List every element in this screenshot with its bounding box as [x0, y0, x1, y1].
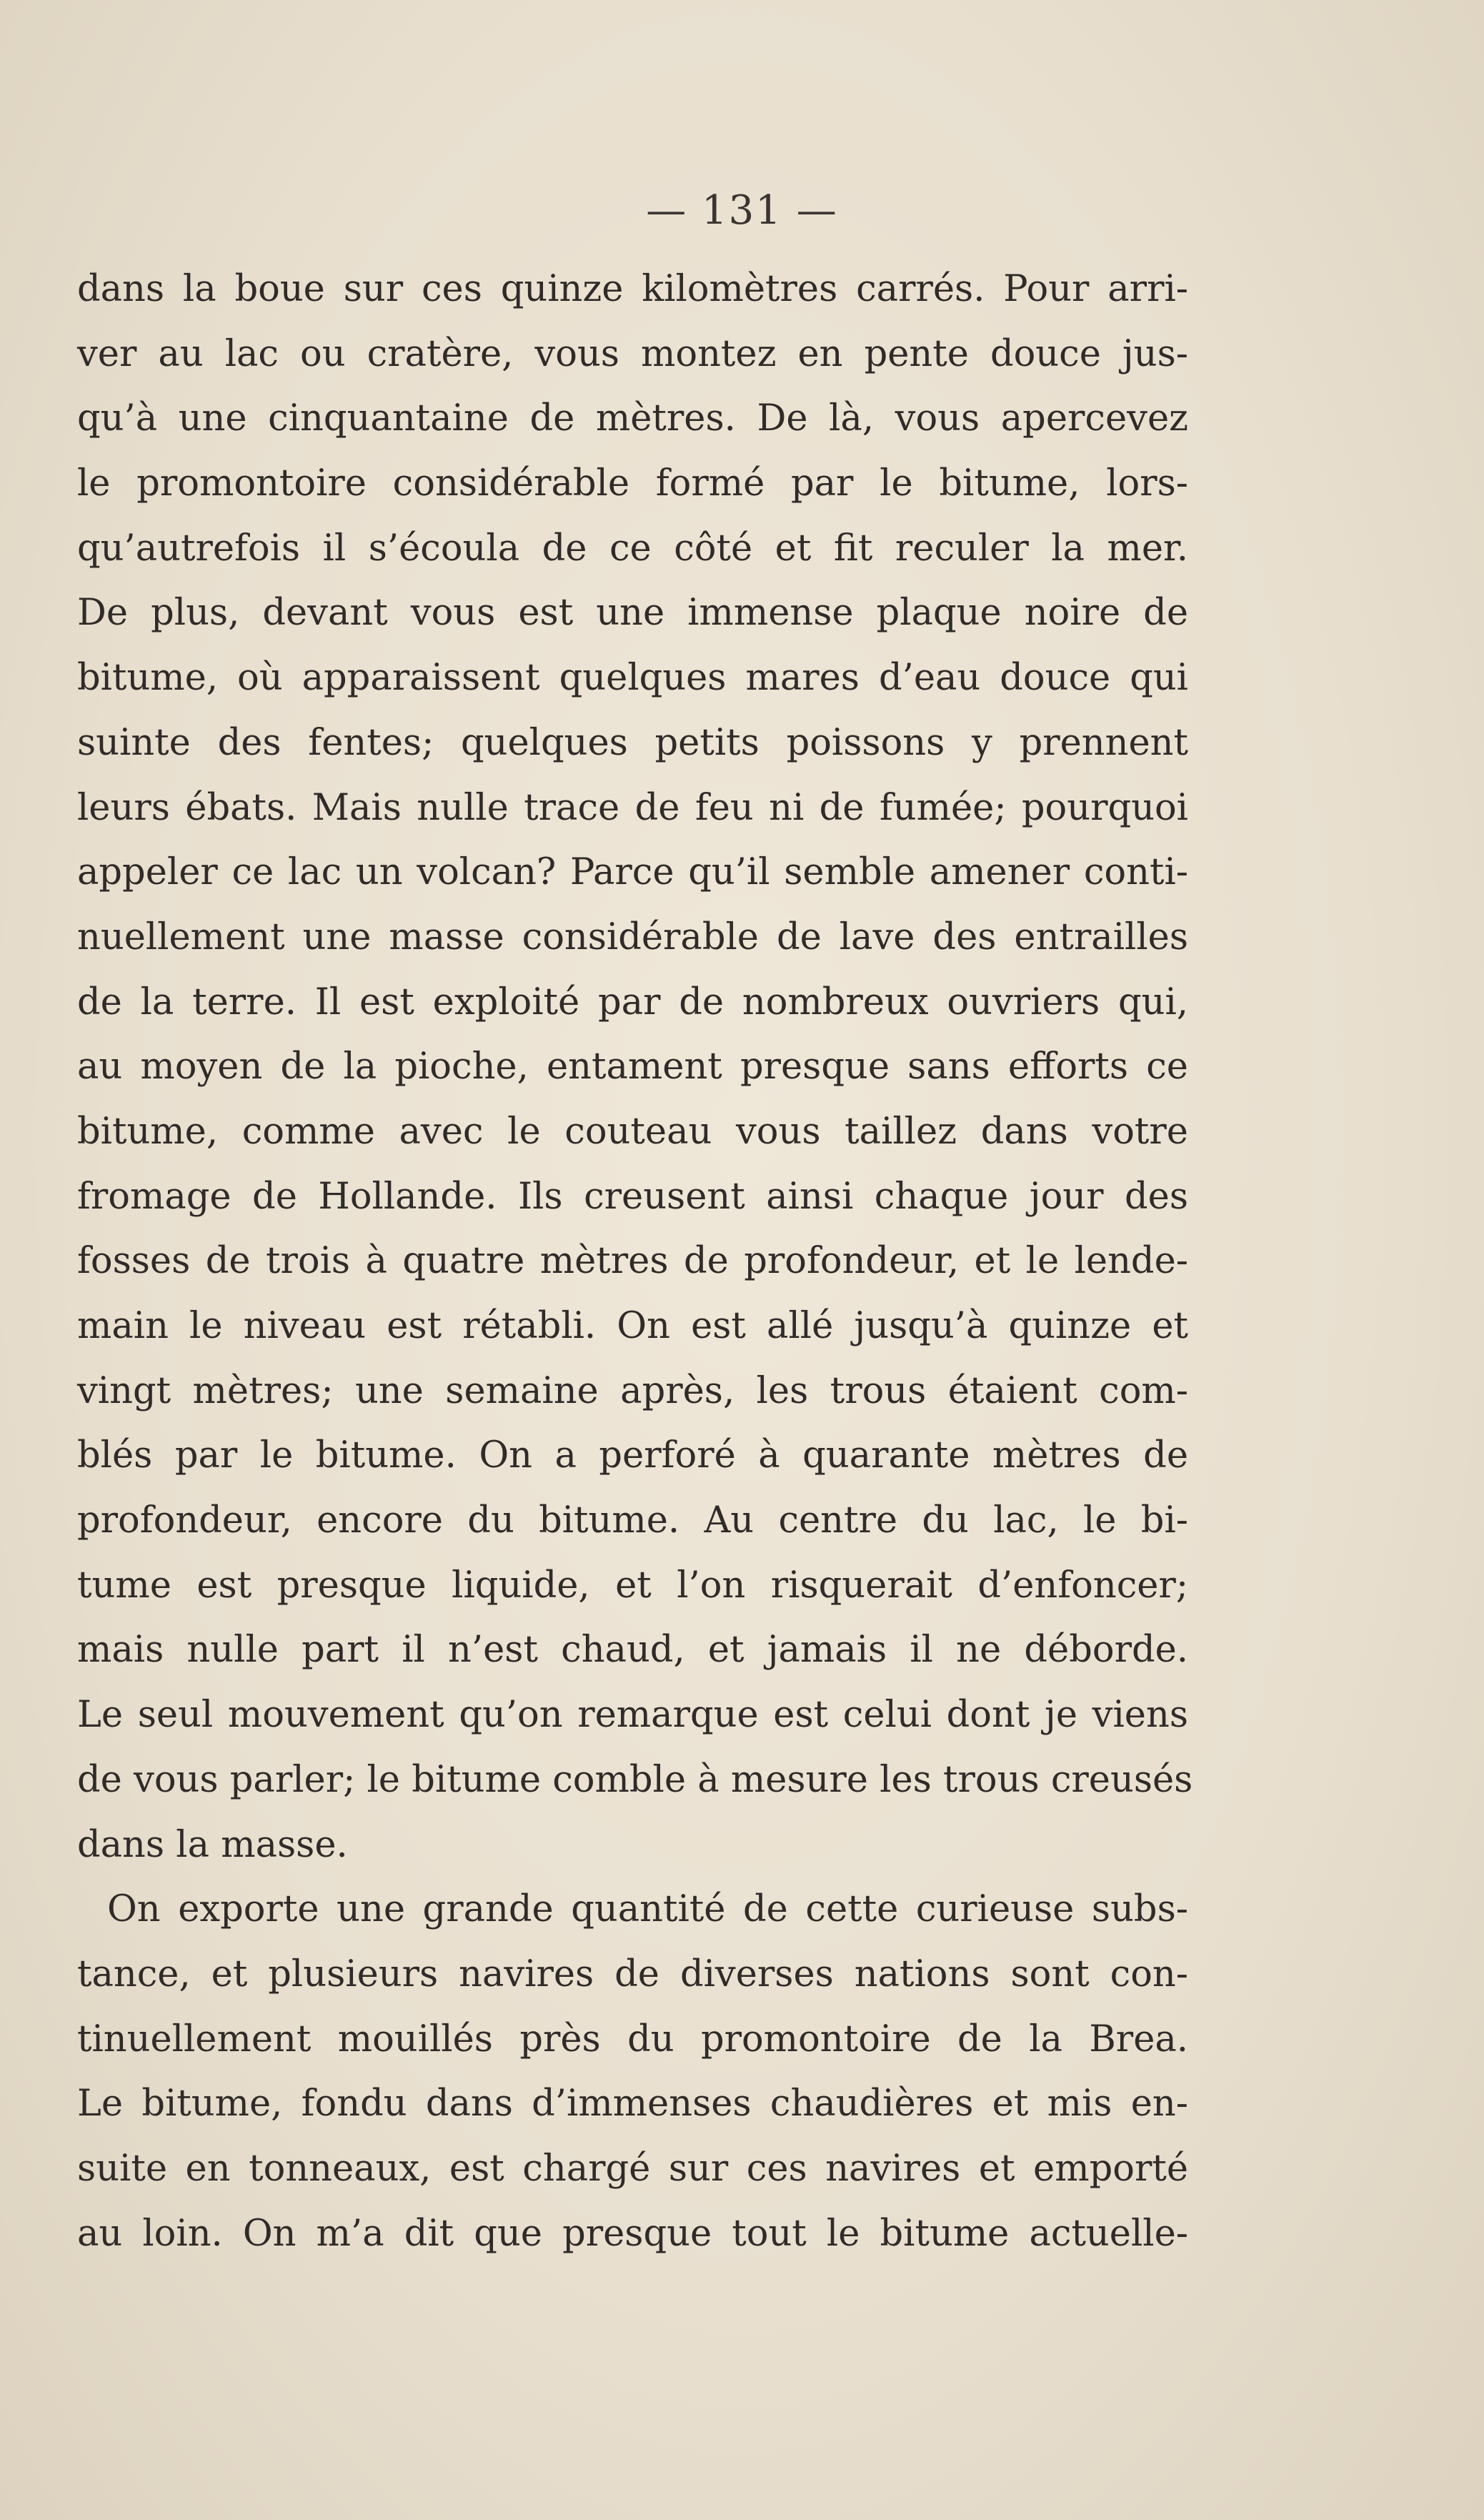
text-line: dans la boue sur ces quinze kilomètres carrés. Pour arri-: [77, 268, 1188, 310]
text-line: De plus, devant vous est une immense plaque noire de: [77, 592, 1188, 635]
text-line: qu’à une cinquantaine de mètres. De là, vous apercevez: [77, 397, 1188, 440]
text-line: fromage de Hollande. Ils creusent ainsi chaque jour des: [77, 1175, 1188, 1218]
text-line: le promontoire considérable formé par le bitume, lors-: [77, 462, 1188, 505]
text-line: dans la masse.: [77, 1823, 348, 1866]
text-line: ver au lac ou cratère, vous montez en pente douce jus-: [77, 332, 1188, 375]
text-line: tance, et plusieurs navires de diverses nations sont con-: [77, 1953, 1188, 1995]
text-line: nuellement une masse considérable de lave des entrailles: [77, 916, 1188, 958]
text-line: suite en tonneaux, est chargé sur ces navires et emporté: [77, 2147, 1188, 2190]
text-line: de la terre. Il est exploité par de nombreux ouvriers qui,: [77, 981, 1188, 1023]
paragraph-2: [77, 1877, 1188, 2266]
page-number: — 131 —: [646, 187, 838, 234]
text-line: suinte des fentes; quelques petits poissons y prennent: [77, 721, 1188, 764]
text-line: blés par le bitume. On a perforé à quarante mètres de: [77, 1434, 1188, 1477]
text-line: main le niveau est rétabli. On est allé jusqu’à quinze et: [77, 1305, 1188, 1347]
text-line: Le seul mouvement qu’on remarque est celui dont je viens: [77, 1694, 1188, 1737]
text-line: On exporte une grande quantité de cette curieuse subs-: [107, 1888, 1188, 1931]
text-line: tume est presque liquide, et l’on risquerait d’enfoncer;: [77, 1564, 1188, 1607]
text-line: fosses de trois à quatre mètres de profondeur, et le lende-: [77, 1240, 1188, 1283]
text-line: profondeur, encore du bitume. Au centre du lac, le bi-: [77, 1499, 1188, 1542]
text-line: qu’autrefois il s’écoula de ce côté et fit reculer la mer.: [77, 527, 1188, 570]
text-line: appeler ce lac un volcan? Parce qu’il semble amener conti-: [77, 851, 1188, 894]
text-line: au moyen de la pioche, entament presque sans efforts ce: [77, 1046, 1188, 1088]
text-line: tinuellement mouillés près du promontoire de la Brea.: [77, 2018, 1188, 2060]
text-line: de vous parler; le bitume comble à mesure les trous creusés: [77, 1758, 1193, 1801]
paragraph-1: [77, 257, 1193, 1877]
text-line: vingt mètres; une semaine après, les trous étaient com-: [77, 1369, 1188, 1412]
text-line: Le bitume, fondu dans d’immenses chaudières et mis en-: [77, 2083, 1188, 2125]
text-line: bitume, comme avec le couteau vous taillez dans votre: [77, 1110, 1188, 1153]
text-line: au loin. On m’a dit que presque tout le bitume actuelle-: [77, 2212, 1188, 2255]
body-text: [77, 257, 1193, 2266]
text-line: mais nulle part il n’est chaud, et jamais il ne déborde.: [77, 1629, 1188, 1672]
text-line: bitume, où apparaissent quelques mares d’eau douce qui: [77, 657, 1188, 700]
text-line: leurs ébats. Mais nulle trace de feu ni de fumée; pourquoi: [77, 786, 1188, 829]
